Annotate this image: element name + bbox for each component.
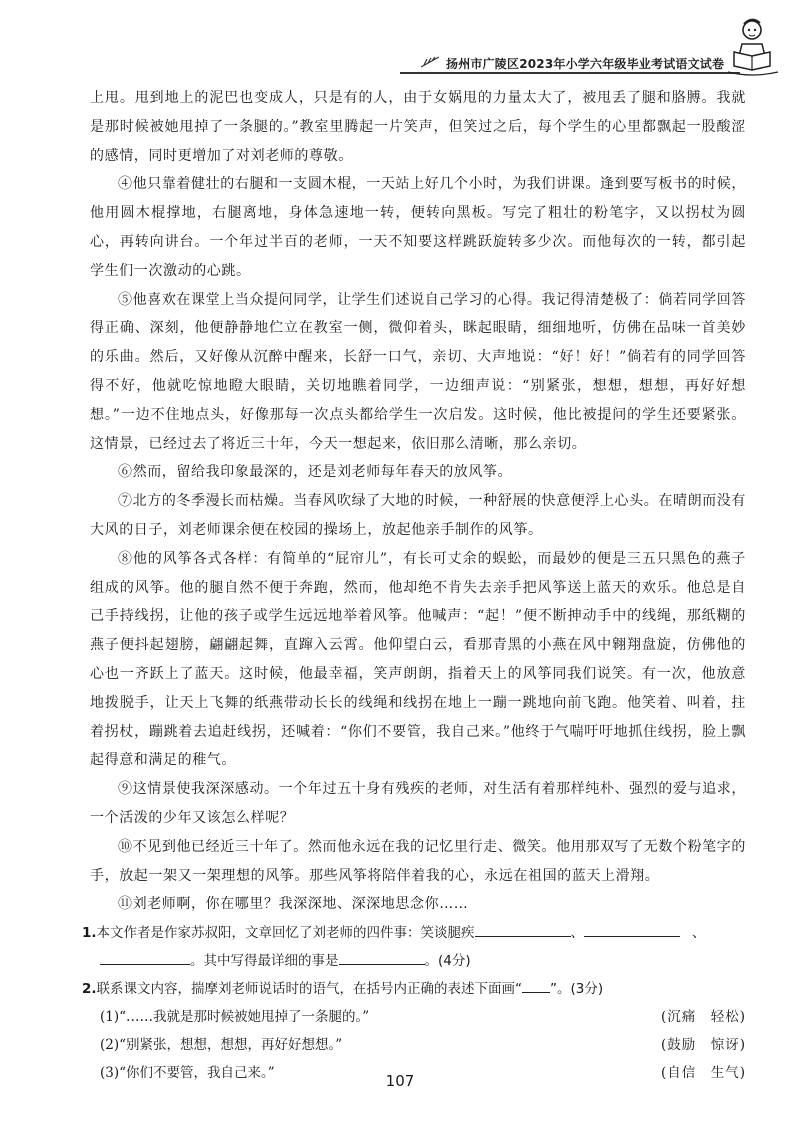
sub-question: [90, 1031, 746, 1059]
question-text: 。其中写得最详细的事是: [190, 953, 339, 970]
passage-paragraph-9: ⑨这情景使我深深感动。一个年过五十身有残疾的老师，对生活有着那样纯朴、强烈的爱与追求，一个活泼的少年又该怎么样呢？: [90, 781, 746, 826]
answer-blank[interactable]: [475, 920, 571, 937]
answer-blank[interactable]: [100, 948, 190, 965]
passage-paragraph-5: ⑤他喜欢在课堂上当众提问同学，让学生们述说自己学习的心得。我记得清楚极了：倘若同学回答得正确、深刻，他便静静地伫立在教室一侧，微仰着头，眯起眼睛，细细地听，仿佛在品味一首美妙的乐曲。然后，又好像从沉醉中醒来，长舒一口气，亲切、大声地说：“好！好！”倘若有的同学回答得不好，他就吃惊地瞪大眼睛，关切地瞧着同学，一边细声说：“别紧张，想想，想想，再好好想想。”一边不住地点头，好像那每一次点头都给学生一次启发。这时候，他比被提问的学生还要紧张。这情景，已经过去了将近三十年，今天一想起来，依旧那么清晰，那么亲切。: [90, 291, 746, 452]
tone-options[interactable]: (沉痛 轻松): [660, 1009, 746, 1026]
feather-quill-icon: [420, 56, 440, 68]
sub-question: [90, 1003, 746, 1031]
question-1: [82, 919, 746, 975]
page-header: [400, 46, 740, 78]
reading-child-mascot-icon: [722, 14, 784, 78]
sub-question-text: (1)“……我就是那时候被她甩掉了一条腿的。”: [100, 1009, 370, 1026]
answer-blank[interactable]: [339, 948, 425, 965]
passage-paragraph-4: ④他只靠着健壮的右腿和一支圆木棍，一天站上好几个小时，为我们讲课。逢到要写板书的时候，他用圆木棍撑地，右腿离地，身体急速地一转，便转向黑板。写完了粗壮的粉笔字，又以拐杖为圆心，再转向讲台。一个年过半百的老师，一天不知要这样跳跃旋转多少次。而他每次的一转，都引起学生们一次激动的心跳。: [90, 176, 746, 279]
passage-paragraph-7: ⑦北方的冬季漫长而枯燥。当春风吹绿了大地的时候，一种舒展的快意便浮上心头。在晴朗而没有大风的日子，刘老师课余便在校园的操场上，放起他亲手制作的风筝。: [90, 493, 746, 538]
tone-options[interactable]: (自信 生气): [660, 1065, 746, 1082]
passage-paragraph-11: ⑪刘老师啊，你在哪里？我深深地、深深地思念你……: [118, 896, 469, 913]
question-text: 联系课文内容，揣摩刘老师说话时的语气，在括号内正确的表述下面画“: [96, 981, 523, 998]
separator: 、: [570, 925, 585, 942]
question-text: ”。(3分): [550, 981, 604, 998]
passage-and-questions: [82, 84, 746, 1087]
passage-paragraph-10: ⑩不见到他已经近三十年了。然而他永远在我的记忆里行走、微笑。他用那双写了无数个粉笔字的手，放起一架又一架理想的风筝。那些风筝将陪伴着我的心，永远在祖国的蓝天上滑翔。: [90, 838, 746, 884]
header-rule: [400, 72, 740, 74]
passage-paragraph: 上甩。甩到地上的泥巴也变成人，只是有的人，由于女娲甩的力量太大了，被甩丢了腿和胳膊。我就是那时候被她甩掉了一条腿的。”教室里腾起一片笑声，但笑过之后，每个学生的心里都飘起一股酸涩的感情，同时更增加了对刘老师的尊敬。: [90, 90, 746, 164]
passage-paragraph-6: ⑥然而，留给我印象最深的，还是刘老师每年春天的放风筝。: [118, 464, 513, 481]
sub-question-text: (2)“别紧张，想想，想想，再好好想想。”: [100, 1037, 343, 1054]
question-text: 。(4分): [424, 953, 471, 970]
question-text: 本文作者是作家苏叔阳，文章回忆了刘老师的四件事：笑谈腿疾: [96, 925, 475, 942]
question-2: [82, 975, 746, 1087]
underline-sample: [522, 976, 550, 993]
exam-title: 扬州市广陵区2023年小学六年级毕业考试语文试卷: [446, 57, 725, 71]
sub-question-text: (3)“你们不要管，我自己来。”: [100, 1065, 275, 1082]
separator: 、: [692, 925, 706, 942]
passage-paragraph-8: ⑧他的风筝各式各样：有简单的“屁帘儿”，有长可丈余的蜈蚣，而最妙的便是三五只黑色的燕子组成的风筝。他的腿自然不便于奔跑，然而，他却绝不肯失去亲手把风筝送上蓝天的欢乐。他总是自己手持线拐，让他的孩子或学生远远地举着风筝。他喊声：“起！”便不断抻动手中的线绳，那纸糊的燕子便抖起翅膀，翩翩起舞，直蹿入云霄。他仰望白云，看那青黑的小燕在风中翱翔盘旋，仿佛他的心也一齐跃上了蓝天。这时候，他最幸福，笑声朗朗，指着天上的风筝同我们说笑。有一次，他放意地拨脱手，让天上飞舞的纸燕带动长长的线绳和线拐在地上一蹦一跳地向前飞跑。他笑着、叫着，拄着拐杖，蹦跳着去追赶线拐，还喊着：“你们不要管，我自己来。”他终于气喘吁吁地抓住线拐，脸上飘起得意和满足的稚气。: [90, 550, 746, 769]
answer-blank[interactable]: [584, 920, 680, 937]
question-number: 2.: [82, 981, 97, 998]
question-number: 1.: [82, 925, 97, 942]
tone-options[interactable]: (鼓励 惊讶): [660, 1037, 746, 1054]
page-number: 107: [385, 1072, 415, 1090]
